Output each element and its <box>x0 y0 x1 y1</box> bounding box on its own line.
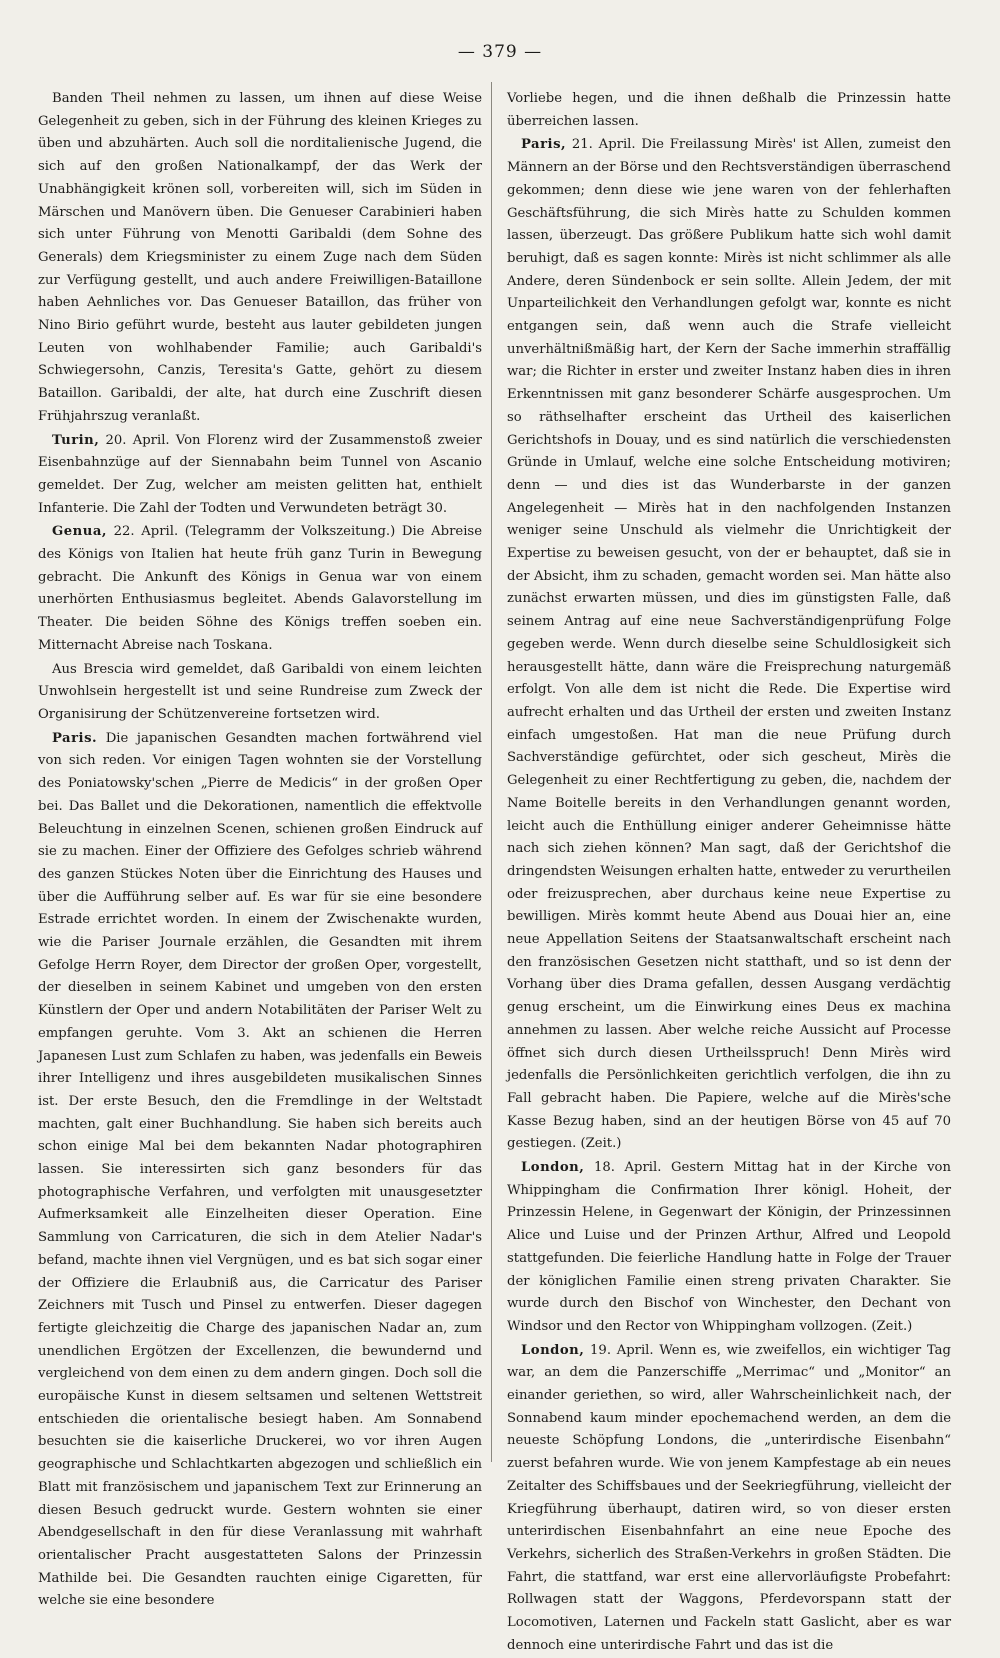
article-paragraph <box>38 521 482 657</box>
paragraph-text: Aus Brescia wird gemeldet, daß Garibaldi von einem leichten Unwohlsein hergestellt ist und seine Rundreise zum Zweck der Organisirung der Schützenvereine fortsetzen wird. <box>38 661 482 722</box>
article-paragraph <box>38 430 482 521</box>
page-number: — 379 — <box>457 42 543 62</box>
paragraph-text: 20. April. Von Florenz wird der Zusammenstoß zweier Eisenbahnzüge auf der Siennabahn beim Tunnel von Ascanio gemeldet. Der Zug, welcher am meisten gelitten hat, enthielt Infanterie. Die Zahl der Todten und Verwundeten beträgt 30. <box>38 432 482 516</box>
article-paragraph <box>507 134 951 1156</box>
article-paragraph <box>507 1340 951 1658</box>
paragraph-text: 22. April. (Telegramm der Volkszeitung.) Die Abreise des Königs von Italien hat heute früh ganz Turin in Bewegung gebracht. Die Ankunft des Königs in Genua war von einem unerhörten Enthusiasmus begleitet. Abends Galavorstellung im Theater. Die beiden Söhne des Königs treffen soeben ein. Mitternacht Abreise nach Toskana. <box>38 524 482 653</box>
dateline: London, <box>521 1342 585 1358</box>
right-column <box>507 88 951 1658</box>
article-paragraph <box>507 88 951 133</box>
dateline: Turin, <box>52 432 100 448</box>
column-rule <box>491 82 492 1462</box>
article-paragraph <box>38 88 482 429</box>
paragraph-text: 19. April. Wenn es, wie zweifellos, ein wichtiger Tag war, an dem die Panzerschiffe „Merrimac“ und „Monitor“ an einander geriethen, so wird, aller Wahrscheinlichkeit nach, der Sonnabend kaum minder epochemachend werden, an dem die neueste Schöpfung Londons, die „unterirdische Eisenbahn“ zuerst befahren wurde. Wie von jenem Kampfestage ab ein neues Zeitalter des Schiffsbaues und der Seekriegführung, vielleicht der Kriegführung überhaupt, datiren wird, so von dieser ersten unterirdischen Eisenbahnfahrt an eine neue Epoche des Verkehrs, sicherlich des Straßen-Verkehrs in großen Städten. Die Fahrt, die stattfand, war erst eine allervorläufigste Probefahrt: Rollwagen statt der Waggons, Pferdevorspann statt der Locomotiven, Laternen und Fackeln statt Gaslicht, aber es war dennoch eine unterirdische Fahrt und das ist die <box>507 1342 951 1653</box>
dateline: London, <box>521 1160 585 1176</box>
article-paragraph <box>507 1157 951 1339</box>
article-paragraph <box>38 659 482 727</box>
dateline: Paris. <box>52 730 98 746</box>
paragraph-text: Vorliebe hegen, und die ihnen deßhalb die Prinzessin hatte überreichen lassen. <box>507 91 951 129</box>
dateline: Genua, <box>52 524 107 540</box>
left-column <box>38 88 482 1613</box>
paragraph-text: 21. April. Die Freilassung Mirès' ist Allen, zumeist den Männern an der Börse und den Rechtsverständigen überraschend gekommen; denn diese wie jene waren von der fehlerhaften Geschäftsführung, die sich Mirès hatte zu Schulden kommen lassen, überzeugt. Das größere Publikum hatte sich wohl damit beruhigt, daß es sagen konnte: Mirès ist nicht schlimmer als alle Andere, deren Sündenbock er sein sollte. Allein Jedem, der mit Unparteilichkeit den Verhandlungen gefolgt war, konnte es nicht entgangen sein, daß wenn auch die Strafe vielleicht unverhältnißmäßig hart, der Kern der Sache immerhin straffällig war; die Richter in erster und zweiter Instanz haben dies in ihren Erkenntnissen mit ganz besonderer Schärfe ausgesprochen. Um so räthselhafter erscheint das Urtheil des kaiserlichen Gerichtshofs in Douay, und es sind natürlich die verschiedensten Gründe in Umlauf, welche eine solche Entscheidung motiviren; denn — und dies ist das Wunderbarste in der ganzen Angelegenheit — Mirès hat in den nachfolgenden Instanzen weniger seine Unschuld als vielmehr die Unrichtigkeit der Expertise zu beweisen gesucht, von der er behauptet, daß sie in der Absicht, ihm zu schaden, gemacht worden sei. Man hätte also zunächst erwarten müssen, und dies im günstigsten Falle, daß seinem Antrag auf eine neue Sachverständigenprüfung Folge gegeben werde. Wenn durch dieselbe seine Schuldlosigkeit sich herausgestellt hätte, dann wäre die Freisprechung naturgemäß erfolgt. Von alle dem ist nicht die Rede. Die Expertise wird aufrecht erhalten und das Urtheil der ersten und zweiten Instanz einfach umgestoßen. Hat man die neue Prüfung durch Sachverständige gefürchtet, oder sich gescheut, Mirès die Gelegenheit zu einer Rechtfertigung zu geben, die, nachdem der Name Boitelle bereits in den Verhandlungen genannt worden, leicht auch die Enthüllung einiger anderer Geheimnisse hätte nach sich ziehen können? Man sagt, daß der Gerichtshof die dringendsten Weisungen erhalten hatte, entweder zu verurtheilen oder freizusprechen, aber durchaus keine neue Expertise zu bewilligen. Mirès kommt heute Abend aus Douai hier an, eine neue Appellation Seitens der Staatsanwaltschaft erscheint nach den französischen Gesetzen nicht statthaft, und so ist denn der Vorhang über dies Drama gefallen, dessen Ausgang verdächtig genug erscheint, um die Einwirkung eines Deus ex machina annehmen zu lassen. Aber welche reiche Aussicht auf Processe öffnet sich durch diesen Urtheilsspruch! Denn Mirès wird jedenfalls die Persönlichkeiten gerichtlich verfolgen, die ihn zu Fall gebracht haben. Die Papiere, welche auf die Mirès'sche Kasse Bezug haben, sind an der heutigen Börse von 45 auf 70 gestiegen. (Zeit.) <box>507 137 952 1152</box>
paragraph-text: Die japanischen Gesandten machen fortwährend viel von sich reden. Vor einigen Tagen wohnten sie der Vorstellung des Poniatowsky'schen „Pierre de Medicis“ in der großen Oper bei. Das Ballet und die Dekorationen, namentlich die effektvolle Beleuchtung in einzelnen Scenen, schienen großen Eindruck auf sie zu machen. Einer der Offiziere des Gefolges schrieb während des ganzen Stückes Noten über die Einrichtung des Hauses und über die Aufführung selber auf. Es war für sie eine besondere Estrade errichtet worden. In einem der Zwischenakte wurden, wie die Pariser Journale erzählen, die Gesandten mit ihrem Gefolge Herrn Royer, dem Director der großen Oper, vorgestellt, der dieselben in seinem Kabinet und umgeben von den ersten Künstlern der Oper und andern Notabilitäten der Pariser Welt zu empfangen geruhte. Vom 3. Akt an schienen die Herren Japanesen Lust zum Schlafen zu haben, was jedenfalls ein Beweis ihrer Intelligenz und ihres ausgebildeten musikalischen Sinnes ist. Der erste Besuch, den die Fremdlinge in der Weltstadt machten, galt einer Buchhandlung. Sie haben sich bereits auch schon einige Mal bei dem bekannten Nadar photographiren lassen. Sie interessirten sich ganz besonders für das photographische Verfahren, und verfolgten mit unausgesetzter Aufmerksamkeit alle Einzelheiten dieser Operation. Eine Sammlung von Carricaturen, die sich in dem Atelier Nadar's befand, machte ihnen viel Vergnügen, und es bat sich sogar einer der Offiziere die Erlaubniß aus, die Carricatur des Pariser Zeichners mit Tusch und Pinsel zu entwerfen. Dieser dagegen fertigte gleichzeitig die Charge des japanischen Nadar an, zum unendlichen Ergötzen der Excellenzen, die bewundernd und vergleichend von dem einen zu dem andern gingen. Doch soll die europäische Kunst in diesem seltsamen und seltenen Wettstreit entschieden die orientalische besiegt haben. Am Sonnabend besuchten sie die kaiserliche Druckerei, wo vor ihren Augen geographische und Schlachtkarten abgezogen und schließlich ein Blatt mit französischem und japanischem Text zur Erinnerung an diesen Besuch gedruckt wurde. Gestern wohnten sie einer Abendgesellschaft in den für diese Veranlassung mit wahrhaft orientalischer Pracht ausgestatteten Salons der Prinzessin Mathilde bei. Die Gesandten rauchten einige Cigaretten, für welche sie eine besondere <box>38 730 482 1609</box>
paragraph-text: Banden Theil nehmen zu lassen, um ihnen auf diese Weise Gelegenheit zu geben, sich in der Führung des kleinen Krieges zu üben und abzuhärten. Auch soll die norditalienische Jugend, die sich auf den großen Nationalkampf, der das Werk der Unabhängigkeit krönen soll, vorbereiten will, sich im Süden in Märschen und Manövern üben. Die Genueser Carabinieri haben sich unter Führung von Menotti Garibaldi (dem Sohne des Generals) dem Kriegsminister zu einem Zuge nach dem Süden zur Verfügung gestellt, und auch andere Freiwilligen-Bataillone haben Aehnliches vor. Das Genueser Bataillon, das früher von Nino Birio geführt wurde, besteht aus lauter gebildeten jungen Leuten von wohlhabender Familie; auch Garibaldi's Schwiegersohn, Canzis, Teresita's Gatte, gehört zu diesem Bataillon. Garibaldi, der alte, hat durch eine Zuschrift diesen Frühjahrszug veranlaßt. <box>38 91 482 424</box>
paragraph-text: 18. April. Gestern Mittag hat in der Kirche von Whippingham die Confirmation Ihrer königl. Hoheit, der Prinzessin Helene, in Gegenwart der Königin, der Prinzessinnen Alice und Luise und der Prinzen Arthur, Alfred und Leopold stattgefunden. Die feierliche Handlung hatte in Folge der Trauer der königlichen Familie einen streng privaten Charakter. Sie wurde durch den Bischof von Winchester, den Dechant von Windsor und den Rector von Whippingham vollzogen. (Zeit.) <box>507 1160 951 1334</box>
dateline: Paris, <box>521 137 567 153</box>
article-paragraph <box>38 728 482 1613</box>
